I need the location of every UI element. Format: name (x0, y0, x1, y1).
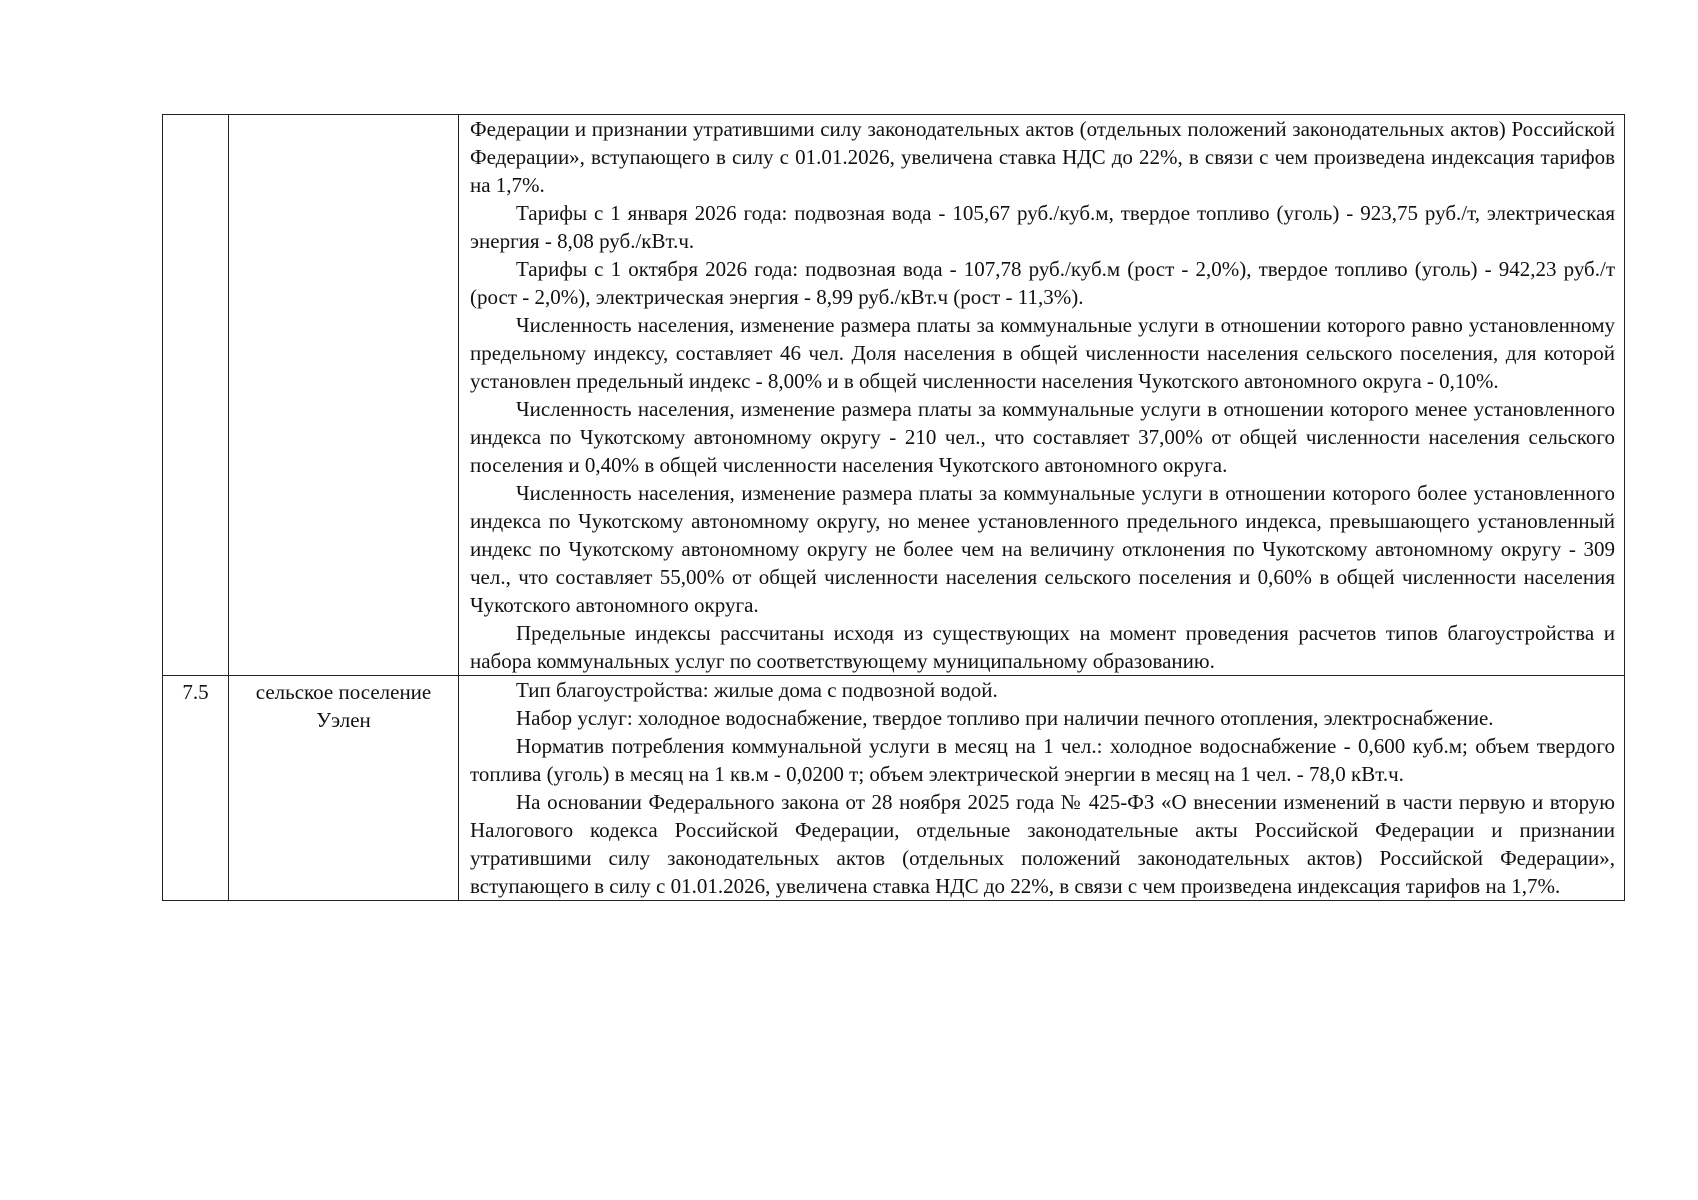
paragraph: На основании Федерального закона от 28 ноября 2025 года № 425-ФЗ «О внесении изменений в части первую и вторую Налогового кодекса Российской Федерации, отдельные законодательные акты Российской Федерации и признании утратившими силу законодательных актов (отдельных положений законодательных актов) Российской Федерации», вступающего в силу с 01.01.2026, увеличена ставка НДС до 22%, в связи с чем произведена индексация тарифов на 1,7%. (470, 790, 1615, 898)
settlement-name-line-2: Уэлен (316, 708, 371, 732)
row-text-cell (459, 676, 1625, 901)
settlement-name-line-1: сельское поселение (255, 680, 432, 704)
settlement-name (229, 676, 459, 901)
tariff-table (162, 114, 1625, 901)
paragraph: Набор услуг: холодное водоснабжение, твердое топливо при наличии печного отопления, электроснабжение. (516, 706, 1494, 730)
paragraph: Тип благоустройства: жилые дома с подвозной водой. (516, 678, 998, 702)
paragraph: Численность населения, изменение размера платы за коммунальные услуги в отношении которого менее установленного индекса по Чукотскому автономному округу - 210 чел., что составляет 37,00% от общей численности населения сельского поселения и 0,40% в общей численности населения Чукотского автономного округа. (470, 397, 1615, 477)
paragraph: Тарифы с 1 января 2026 года: подвозная вода - 105,67 руб./куб.м, твердое топливо (уголь) - 923,75 руб./т, электрическая энергия - 8,08 руб./кВт.ч. (470, 201, 1615, 253)
paragraph: Тарифы с 1 октября 2026 года: подвозная вода - 107,78 руб./куб.м (рост - 2,0%), твердое топливо (уголь) - 942,23 руб./т (рост - 2,0%), электрическая энергия - 8,99 руб./кВт.ч (рост - 11,3%). (470, 257, 1615, 309)
paragraph: Норматив потребления коммунальной услуги в месяц на 1 чел.: холодное водоснабжение - 0,600 куб.м; объем твердого топлива (уголь) в месяц на 1 кв.м - 0,0200 т; объем электрической энергии в месяц на 1 чел. - 78,0 кВт.ч. (470, 734, 1615, 786)
paragraph: Численность населения, изменение размера платы за коммунальные услуги в отношении которого равно установленному предельному индексу, составляет 46 чел. Доля населения в общей численности населения сельского поселения, для которой установлен предельный индекс - 8,00% и в общей численности населения Чукотского автономного округа - 0,10%. (470, 313, 1615, 393)
row-text-cell (459, 115, 1625, 676)
row-number: 7.5 (163, 676, 229, 901)
paragraph: Предельные индексы рассчитаны исходя из существующих на момент проведения расчетов типов благоустройства и набора коммунальных услуг по соответствующему муниципальному образованию. (470, 621, 1615, 673)
table-row-7-5 (163, 676, 1625, 901)
row-name-cell (229, 115, 459, 676)
paragraph: Численность населения, изменение размера платы за коммунальные услуги в отношении которого более установленного индекса по Чукотскому автономному округу, но менее установленного предельного индекса, превышающего установленный индекс по Чукотскому автономному округу не более чем на величину отклонения по Чукотскому автономному округу - 309 чел., что составляет 55,00% от общей численности населения сельского поселения и 0,60% в общей численности населения Чукотского автономного округа. (470, 481, 1615, 617)
row-number-cell (163, 115, 229, 676)
paragraph: Федерации и признании утратившими силу законодательных актов (отдельных положений законодательных актов) Российской Федерации», вступающего в силу с 01.01.2026, увеличена ставка НДС до 22%, в связи с чем произведена индексация тарифов на 1,7%. (470, 117, 1615, 197)
table-row-continued (163, 115, 1625, 676)
